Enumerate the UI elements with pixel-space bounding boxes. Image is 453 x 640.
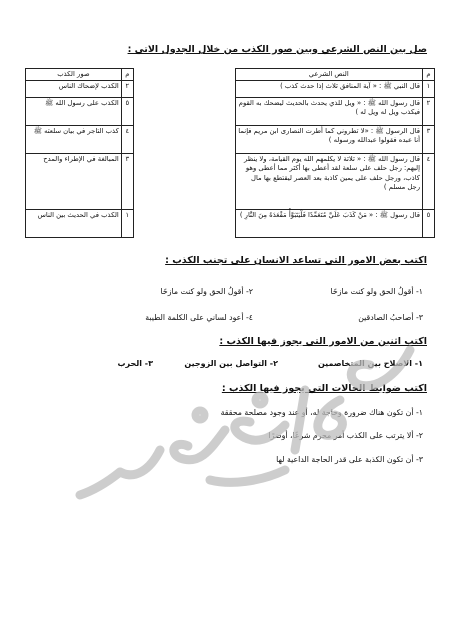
row-number: ٤ bbox=[423, 154, 435, 210]
table-row bbox=[26, 98, 435, 126]
row-lie-form: الكذب لإضحاك الناس bbox=[26, 81, 122, 98]
row-number: ٣ bbox=[423, 126, 435, 154]
row-legal-text: قال الرسول ﷺ : «لا تطروني كما أطرت النصارى ابن مريم فإنما أنا عبده فقولوا عبدالله ورسوله ) bbox=[235, 126, 423, 154]
avoid-item-2: ٢- أقولُ الحق ولو كنت مازحًا bbox=[160, 287, 253, 296]
row-gap bbox=[133, 81, 235, 98]
row-lie-form: الكذب في الحديث بين الناس bbox=[26, 210, 122, 238]
header-number-1: م bbox=[423, 69, 435, 81]
row-gap bbox=[133, 210, 235, 238]
row-answer-number: ٤ bbox=[121, 126, 133, 154]
row-answer-number: ٢ bbox=[121, 81, 133, 98]
main-heading: صل بين النص الشرعي وبين صور الكذب من خلال الجدول الاتي : bbox=[127, 44, 427, 55]
row-gap bbox=[133, 126, 235, 154]
section-rules-heading: اكتب ضوابط الحالات التي يجوز فيها الكذب : bbox=[221, 383, 427, 394]
row-legal-text: قال رسول الله ﷺ : « ثلاثة لا يكلمهم الله يوم القيامة، ولا ينظر إليهم: رجل حلف على سلعة لقد أعطى بها أكثر مما أعطى وهو كاذب، ورجل حلف على يمين كاذبة بعد العصر ليقتطع بها مال رجل مسلم ) bbox=[235, 154, 423, 210]
allowed-item-2: ٢- التواصل بين الزوجين bbox=[184, 359, 278, 368]
table-row bbox=[26, 210, 435, 238]
row-number: ٢ bbox=[423, 98, 435, 126]
table-row bbox=[26, 81, 435, 98]
row-legal-text: قال رسول الله ﷺ : « ويل للذي يحدث بالحديث ليضحك به القوم فيكذب ويل له ويل له ) bbox=[235, 98, 423, 126]
row-legal-text: قال النبي ﷺ : « آية المنافق ثلاث إذا حدث كذب ) bbox=[235, 81, 423, 98]
row-legal-text: قال رسول ﷺ : « مَنْ كَذَبَ عَلَيَّ مُتَعَمِّدًا فَلْيَتَبَوَّأْ مَقْعَدَهُ مِنَ النَّارِ ) bbox=[235, 210, 423, 238]
rule-item-1: ١- أن تكون هناك ضرورة وحاجة له، أو عند وجود مصلحة محققة bbox=[220, 408, 423, 417]
allowed-item-1: ١- الاصلاح بين المتخاصمين bbox=[317, 359, 423, 368]
matching-table bbox=[25, 68, 435, 238]
rule-item-3: ٣- أن تكون الكذبة على قدر الحاجة الداعية لها bbox=[276, 455, 423, 464]
header-number-2: م bbox=[121, 69, 133, 81]
row-lie-form: المبالغة في الإطراء والمدح bbox=[26, 154, 122, 210]
rule-item-2: ٢- ألا يترتب على الكذب أمر محرم شرعًا، أوضرًا bbox=[268, 431, 423, 440]
section-allowed-lying-heading: اكتب اثنين من الامور التي يجوز فيها الكذب : bbox=[219, 336, 427, 347]
header-legal-text: النص الشرعي bbox=[235, 69, 423, 81]
row-number: ٥ bbox=[423, 210, 435, 238]
avoid-item-1: ١- أقولُ الحق ولو كنت مازحًا bbox=[330, 287, 423, 296]
section-avoid-lying-heading: اكتب بعض الامور التي تساعد الانسان على تجنب الكذب : bbox=[165, 255, 427, 266]
header-lie-forms: صور الكذب bbox=[26, 69, 122, 81]
row-answer-number: ١ bbox=[121, 210, 133, 238]
avoid-item-3: ٣- أصاحبُ الصادقين bbox=[358, 313, 423, 322]
row-gap bbox=[133, 98, 235, 126]
table-header-row bbox=[26, 69, 435, 81]
table-row bbox=[26, 126, 435, 154]
row-number: ١ bbox=[423, 81, 435, 98]
allowed-item-3: ٣- الحرب bbox=[117, 359, 153, 368]
table-row bbox=[26, 154, 435, 210]
row-answer-number: ٣ bbox=[121, 154, 133, 210]
row-gap bbox=[133, 154, 235, 210]
row-lie-form: الكذب على رسول الله ﷺ bbox=[26, 98, 122, 126]
row-answer-number: ٥ bbox=[121, 98, 133, 126]
row-lie-form: كذب التاجر في بيان سلعته ﷺ bbox=[26, 126, 122, 154]
avoid-item-4: ٤- أعود لساني على الكلمة الطيبة bbox=[145, 313, 253, 322]
handwritten-watermark bbox=[60, 330, 440, 510]
header-gap bbox=[133, 69, 235, 81]
